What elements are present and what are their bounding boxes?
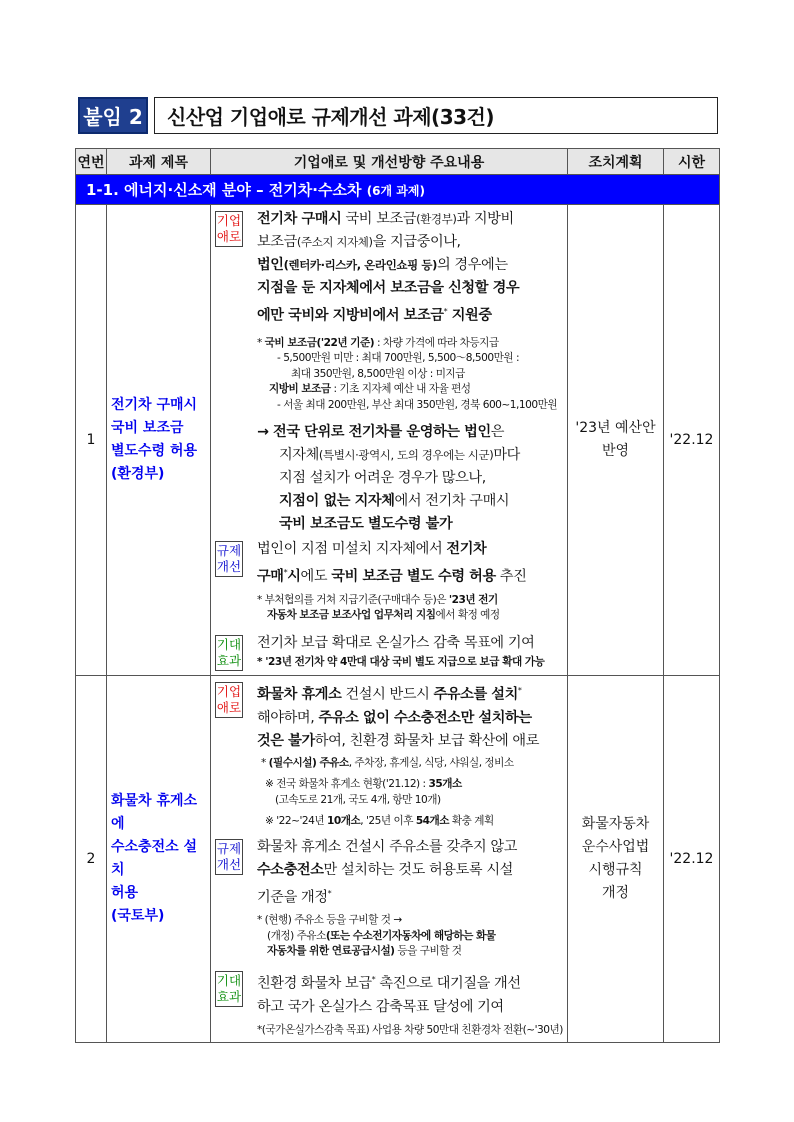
problem-notes: * (필수시설) 주유소, 주차장, 휴게실, 식당, 샤워실, 정비소 ※ 전국 화물차 휴게소 현황('21.12) : 35개소 (고속도로 21개, 국도 4개, 항만 10개) ※ '22~'24년 10개소, '25년 이후 54개소 확충 계획 (261, 756, 514, 828)
table-row (76, 675, 720, 1042)
col-no: 연번 (76, 149, 107, 175)
arrow-block: → 전국 단위로 전기차를 운영하는 법인은 지자체(특별시·광역시, 도의 경우에는 시군)마다 지점 설치가 어려운 경우가 많으나, 지점이 없는 지자체에서 전기차 구매시 국비 보조금도 별도수령 불가 (257, 424, 520, 533)
improve-tag: 규제 개선 (215, 541, 243, 577)
effect-tag: 기대 효과 (215, 635, 243, 671)
row-plan: 화물자동차 운수사업법 시행규칙 개정 (568, 675, 664, 1042)
category-label: 1-1. 에너지·신소재 분야 – 전기차·수소차 (86, 181, 362, 199)
improve-tag: 규제 개선 (215, 839, 243, 875)
col-content: 기업애로 및 개선방향 주요내용 (211, 149, 568, 175)
row-content (211, 205, 568, 676)
attachment-badge: 붙임 2 (78, 97, 148, 134)
row-subject: 화물차 휴게소에 수소충전소 설치 허용 (국토부) (107, 675, 211, 1042)
effect-block: 기대 효과 친환경 화물차 보급* 촉진으로 대기질을 개선 하고 국가 온실가스 감축목표 달성에 기여 *(국가온실가스감축 목표) 사업용 차량 50만대 친환경차 전환(~'30년) (216, 972, 563, 1036)
problem-notes: * 국비 보조금('22년 기준) : 차량 가격에 따라 차등지급 - 5,500만원 미만 : 최대 700만원, 5,500～8,500만원 : 최대 350만원, 8,500만원 이상 : 미지급 지방비 보조금 : 기초 지자체 예산 내 자율 편성 - 서울 최대 200만원, 부산 최대 350만원, 경북 600~1,100만원 (257, 336, 558, 411)
category-count: (6개 과제) (366, 184, 425, 198)
page-title: 신산업 기업애로 규제개선 과제(33건) (154, 97, 718, 134)
row-number: 2 (76, 675, 107, 1042)
table-header (76, 149, 720, 175)
row-due: '22.12 (664, 675, 720, 1042)
problem-block: 기업 애로 전기차 구매시 국비 보조금(환경부)과 지방비 보조금(주소지 지자체)을 지급중이나, 법인(렌터카·리스카, 온라인쇼핑 등)의 경우에는 지점을 둔 지자체에서 보조금을 신청할 경우 에만 국비와 지방비에서 보조금* 지원중 * 국비 보조금('22년 기준) : 차량 가격에 따라 차등지급 - 5,500만원 미만 : 최대 700만원, 5,500～8,500만원 : 최대 350만원, 8,500만원 이상 : 미지급 지방비 보조금 : 기초 지자체 예산 내 자율 편성 - 서울 최대 200만원, 부산 최대 350만원, 경북 600~1,100만원 → 전국 단위로 전기차를 운영하는 법인은 지자체(특별시·광역시, 도의 경우에는 시군)마다 지점 설치가 어려운 경우가 많으나, 지점이 없는 지자체에서 전기차 구매시 국비 보조금도 별도수령 불가 (215, 208, 563, 536)
table-row (76, 205, 720, 676)
problem-block: 기업 애로 화물차 휴게소 건설시 반드시 주유소를 설치* 해야하며, 주유소 없이 수소충전소만 설치하는 것은 불가하여, 친환경 화물차 보급 확산에 애로 * (필수시설) 주유소, 주차장, 휴게실, 식당, 샤워실, 정비소 ※ 전국 화물차 휴게소 현황('21.12) : 35개소 (고속도로 21개, 국도 4개, 항만 10개) ※ '22~'24년 10개소, '25년 이후 54개소 확충 계획 (215, 679, 563, 830)
task-table (75, 148, 720, 1043)
title-bar (78, 97, 718, 134)
row-number: 1 (76, 205, 107, 676)
category-row (76, 175, 720, 205)
effect-block: 기대 효과 전기차 보급 확대로 온실가스 감축 목표에 기여 * '23년 전기차 약 4만대 대상 국비 별도 지급으로 보급 확대 가능 (215, 632, 563, 671)
col-subject: 과제 제목 (107, 149, 211, 175)
col-due: 시한 (664, 149, 720, 175)
row-subject: 전기차 구매시 국비 보조금 별도수령 허용 (환경부) (107, 205, 211, 676)
improve-block: 규제 개선 화물차 휴게소 건설시 주유소를 갖추지 않고 수소충전소만 설치하는 것도 허용토록 시설 기준을 개정* * (현행) 주유소 등을 구비할 것 → (개정) 주유소(또는 수소전기자동차에 해당하는 화물 자동차를 위한 연료공급시설) 등을 구비할 것 (216, 838, 518, 958)
improve-block: 규제 개선 법인이 지점 미설치 지자체에서 전기차 구매*시에도 국비 보조금 별도 수령 허용 추진 * 부처협의를 거쳐 지급기준(구매대수 등)은 '23년 전기 자동차 보조금 보조사업 업무처리 지침에서 확정 예정 (216, 541, 527, 622)
row-content (211, 675, 568, 1042)
problem-tag: 기업 애로 (215, 682, 243, 718)
row-plan: '23년 예산안 반영 (568, 205, 664, 676)
col-plan: 조치계획 (568, 149, 664, 175)
problem-tag: 기업 애로 (215, 211, 243, 247)
row-due: '22.12 (664, 205, 720, 676)
effect-tag: 기대 효과 (215, 971, 243, 1007)
